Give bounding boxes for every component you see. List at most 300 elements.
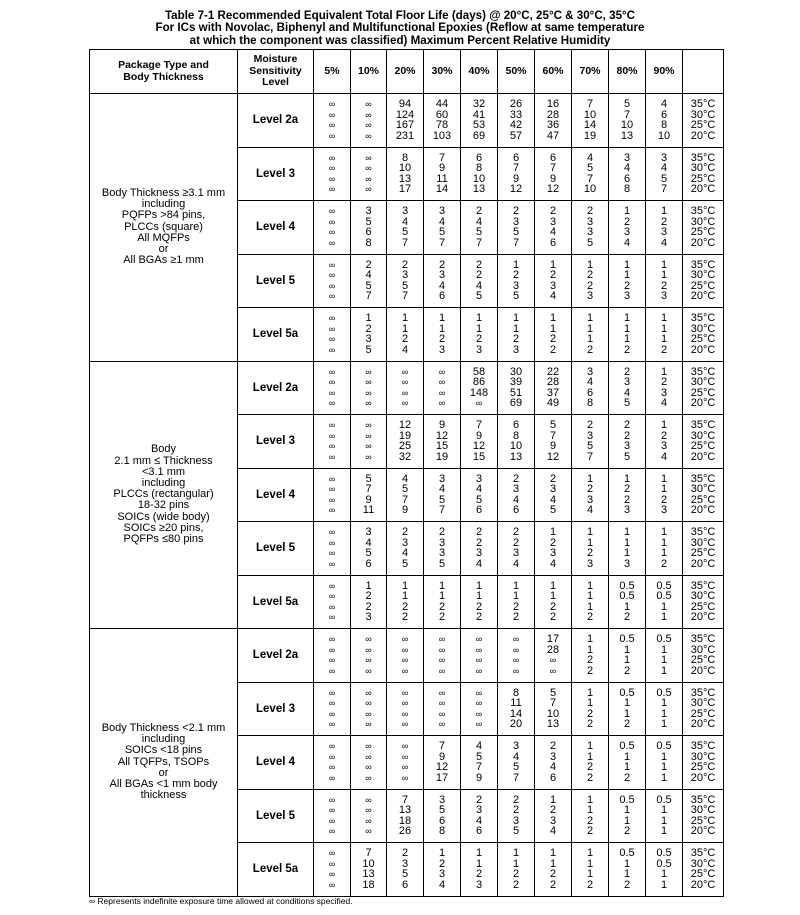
temperature-value: 35°C (690, 847, 716, 860)
floor-life-value: 7 (438, 740, 446, 753)
floor-life-value: 7 (365, 290, 372, 303)
floor-life-value: ∞ (438, 687, 446, 698)
floor-life-cell (609, 361, 646, 415)
floor-life-value: 1 (586, 857, 594, 870)
floor-life-value: 2 (401, 611, 409, 624)
floor-life-value: 9 (401, 504, 409, 517)
floor-life-value: 2 (623, 825, 631, 838)
floor-life-value: 1 (623, 312, 631, 325)
floor-life-value: 0.5 (656, 857, 672, 870)
package-line: 18-32 pins (137, 499, 190, 512)
floor-life-value: 4 (475, 557, 483, 570)
floor-life-value: 3 (549, 279, 557, 292)
floor-life-cell (461, 308, 498, 362)
floor-life-value: 3 (660, 290, 668, 303)
floor-life-cell (387, 308, 424, 362)
floor-life-value: 3 (623, 226, 631, 239)
floor-life-value: 2 (512, 868, 520, 881)
floor-life-value: 1 (586, 750, 594, 763)
floor-life-value: 5 (438, 226, 446, 239)
floor-life-cell (609, 94, 646, 148)
floor-life-value: 1 (660, 526, 668, 539)
floor-life-value: 7 (512, 162, 520, 175)
floor-life-value: 2 (475, 793, 483, 806)
floor-life-value: ∞ (328, 366, 336, 377)
rh-header: 50% (498, 50, 535, 94)
moisture-level: Level 2a (238, 94, 314, 148)
floor-life-value: 1 (475, 857, 483, 870)
floor-life-value: ∞ (328, 206, 336, 217)
floor-life-value: ∞ (328, 548, 336, 559)
floor-life-cell (535, 147, 572, 201)
temperature-value: 20°C (690, 664, 716, 677)
floor-life-value: ∞ (438, 655, 446, 666)
floor-life-value: 15 (472, 450, 486, 463)
floor-life-value: 1 (623, 600, 631, 613)
temperature-value: 35°C (690, 526, 716, 539)
floor-life-value: ∞ (365, 655, 372, 666)
floor-life-value: 14 (435, 183, 449, 196)
header-row (90, 50, 724, 94)
floor-life-value: ∞ (401, 377, 409, 388)
temperature-value: 25°C (690, 868, 716, 881)
floor-life-value: 5 (438, 804, 446, 817)
package-description (90, 361, 238, 629)
floor-life-value: ∞ (365, 805, 372, 816)
floor-life-value: 2 (512, 878, 520, 891)
floor-life-value: 1 (623, 857, 631, 870)
package-type-header (90, 50, 238, 94)
floor-life-value: 4 (438, 483, 446, 496)
floor-life-cell (498, 415, 535, 469)
floor-life-cell (646, 308, 683, 362)
floor-life-value: 2 (438, 258, 446, 271)
temperature-value: 20°C (690, 611, 716, 624)
floor-life-value: 0.5 (656, 579, 672, 592)
floor-life-cell (646, 736, 683, 790)
floor-life-value: 2 (586, 707, 594, 720)
floor-life-value: 22 (546, 365, 560, 378)
floor-life-value: 1 (660, 322, 668, 335)
floor-life-value: 5 (475, 290, 483, 303)
floor-life-value: 2 (512, 205, 520, 218)
floor-life-value: 3 (475, 878, 483, 891)
floor-life-value: 26 (509, 98, 523, 111)
package-description (90, 94, 238, 362)
floor-life-value: 5 (586, 440, 594, 453)
floor-life-cell (646, 94, 683, 148)
floor-life-value: 2 (586, 483, 594, 496)
floor-life-value: ∞ (328, 334, 336, 345)
floor-life-value: 32 (398, 450, 412, 463)
floor-life-cell (609, 682, 646, 736)
floor-life-value: 10 (546, 707, 560, 720)
floor-life-value: ∞ (328, 280, 336, 291)
floor-life-value: ∞ (328, 612, 336, 623)
floor-life-value: ∞ (365, 184, 372, 195)
floor-life-value: ∞ (365, 130, 372, 141)
floor-life-value: 28 (546, 643, 560, 656)
floor-life-value: 2 (623, 664, 631, 677)
floor-life-value: ∞ (438, 708, 446, 719)
floor-life-value: ∞ (328, 494, 336, 505)
floor-life-cell (351, 415, 387, 469)
floor-life-value: 4 (586, 151, 594, 164)
temperature-value: 20°C (690, 183, 716, 196)
floor-life-value: ∞ (365, 441, 372, 452)
temperature-value: 30°C (690, 750, 716, 763)
temperature-value: 20°C (690, 771, 716, 784)
floor-life-cell (572, 254, 609, 308)
floor-life-value: 3 (438, 269, 446, 282)
floor-life-value: ∞ (401, 698, 409, 709)
temperature-value: 35°C (690, 740, 716, 753)
moisture-level: Level 3 (238, 415, 314, 469)
floor-life-cell (535, 843, 572, 897)
temperature-value: 25°C (690, 226, 716, 239)
floor-life-value: 8 (438, 825, 446, 838)
floor-life-value: 12 (546, 450, 560, 463)
temperature-cell (683, 468, 724, 522)
floor-life-value: 1 (623, 750, 631, 763)
floor-life-value: 1 (586, 793, 594, 806)
floor-life-cell (609, 629, 646, 683)
floor-life-value: 25 (398, 440, 412, 453)
floor-life-value: ∞ (328, 858, 336, 869)
floor-life-cell (424, 201, 461, 255)
floor-life-value: 33 (509, 108, 523, 121)
floor-life-value: 0.5 (656, 590, 672, 603)
floor-life-value: 2 (401, 333, 409, 346)
floor-life-value: 4 (623, 386, 631, 399)
floor-life-value: 36 (546, 119, 560, 132)
floor-life-value: 5 (365, 215, 372, 228)
temperature-value: 30°C (690, 697, 716, 710)
floor-life-value: 4 (475, 483, 483, 496)
floor-life-value: 1 (660, 333, 668, 346)
temperature-value: 30°C (690, 322, 716, 335)
floor-life-value: 5 (475, 226, 483, 239)
package-description (90, 629, 238, 897)
floor-life-value: 3 (438, 547, 446, 560)
floor-life-cell (424, 254, 461, 308)
floor-life-cell (424, 789, 461, 843)
floor-life-cell (572, 468, 609, 522)
floor-life-value: ∞ (401, 741, 409, 752)
floor-life-value: 9 (438, 162, 446, 175)
floor-life-value: 7 (401, 793, 409, 806)
floor-life-value: ∞ (512, 634, 520, 645)
floor-life-value: ∞ (401, 665, 409, 676)
floor-life-value: 3 (586, 215, 594, 228)
floor-life-cell (314, 522, 351, 576)
floor-life-value: 8 (475, 162, 483, 175)
floor-life-cell (609, 201, 646, 255)
floor-life-value: 14 (583, 119, 597, 132)
floor-life-value: 7 (623, 108, 631, 121)
msl-header (238, 50, 314, 94)
floor-life-value: 8 (401, 151, 409, 164)
floor-life-value: 17 (398, 183, 412, 196)
floor-life-cell (351, 308, 387, 362)
floor-life-value: 13 (620, 129, 634, 142)
floor-life-value: 19 (583, 129, 597, 142)
floor-life-value: ∞ (365, 708, 372, 719)
floor-life-cell (572, 843, 609, 897)
floor-life-value: 17 (546, 633, 560, 646)
floor-life-value: 4 (475, 279, 483, 292)
floor-life-value: 5 (512, 825, 520, 838)
floor-life-value: 4 (475, 740, 483, 753)
temperature-cell (683, 789, 724, 843)
floor-life-value: 3 (438, 205, 446, 218)
floor-life-cell (498, 308, 535, 362)
floor-life-value: ∞ (512, 644, 520, 655)
floor-life-value: 86 (472, 376, 486, 389)
floor-life-value: 3 (586, 226, 594, 239)
floor-life-cell (535, 415, 572, 469)
floor-life-value: 1 (365, 579, 372, 592)
floor-life-value: 6 (623, 172, 631, 185)
floor-life-value: 7 (586, 98, 594, 111)
temperature-cell (683, 94, 724, 148)
floor-life-value: 7 (512, 771, 520, 784)
floor-life-value: ∞ (401, 644, 409, 655)
floor-life-value: 3 (623, 504, 631, 517)
moisture-level: Level 4 (238, 736, 314, 790)
floor-life-value: 1 (401, 322, 409, 335)
floor-life-cell (314, 201, 351, 255)
floor-life-value: 3 (365, 205, 372, 218)
floor-life-value: 3 (475, 472, 483, 485)
package-line: PLCCs (square) (124, 220, 203, 233)
floor-life-value: 7 (401, 236, 409, 249)
floor-life-value: 1 (660, 878, 668, 891)
floor-life-value: 3 (586, 493, 594, 506)
floor-life-cell (572, 147, 609, 201)
floor-life-value: 9 (438, 750, 446, 763)
floor-life-value: 8 (660, 119, 668, 132)
floor-life-value: 5 (475, 750, 483, 763)
package-line: All BGAs ≥1 mm (123, 254, 204, 267)
temperature-header (683, 50, 724, 94)
floor-life-cell (646, 522, 683, 576)
floor-life-value: 3 (586, 557, 594, 570)
floor-life-value: 1 (660, 664, 668, 677)
floor-life-value: 2 (586, 878, 594, 891)
moisture-level: Level 5a (238, 843, 314, 897)
floor-life-value: 3 (438, 343, 446, 356)
temperature-value: 35°C (690, 579, 716, 592)
floor-life-cell (424, 575, 461, 629)
package-line: or (158, 766, 169, 779)
floor-life-value: 2 (586, 718, 594, 731)
floor-life-value: 3 (475, 343, 483, 356)
temperature-value: 20°C (690, 718, 716, 731)
floor-life-value: 1 (512, 579, 520, 592)
temperature-value: 25°C (690, 493, 716, 506)
temperature-value: 35°C (690, 312, 716, 325)
floor-life-cell (461, 415, 498, 469)
floor-life-value: ∞ (365, 398, 372, 409)
floor-life-cell (498, 682, 535, 736)
floor-life-cell (498, 94, 535, 148)
floor-life-cell (314, 147, 351, 201)
floor-life-cell (535, 736, 572, 790)
floor-life-value: 10 (362, 857, 375, 870)
floor-life-value: 2 (586, 814, 594, 827)
floor-life-value: 3 (512, 814, 520, 827)
floor-life-value: 2 (475, 536, 483, 549)
floor-life-value: ∞ (512, 655, 520, 666)
floor-life-value: ∞ (365, 152, 372, 163)
temperature-value: 20°C (690, 557, 716, 570)
temperature-cell (683, 147, 724, 201)
floor-life-value: 124 (395, 108, 415, 121)
floor-life-value: 1 (660, 600, 668, 613)
floor-life-value: 4 (401, 215, 409, 228)
floor-life-value: 69 (472, 129, 486, 142)
floor-life-cell (314, 789, 351, 843)
floor-life-value: ∞ (328, 741, 336, 752)
temperature-cell (683, 522, 724, 576)
floor-life-cell (424, 682, 461, 736)
floor-life-value: 2 (623, 611, 631, 624)
floor-life-value: ∞ (438, 377, 446, 388)
header-line: Level (262, 76, 289, 89)
temperature-value: 25°C (690, 172, 716, 185)
floor-life-value: 10 (472, 172, 486, 185)
floor-life-value: ∞ (365, 120, 372, 131)
floor-life-cell (535, 254, 572, 308)
floor-life-value: 9 (365, 493, 372, 506)
floor-life-cell (461, 682, 498, 736)
floor-life-value: 1 (660, 643, 668, 656)
floor-life-value: 1 (586, 322, 594, 335)
floor-life-value: 12 (472, 440, 486, 453)
floor-life-value: 60 (435, 108, 449, 121)
floor-life-value: 6 (549, 771, 557, 784)
floor-life-value: 5 (623, 450, 631, 463)
floor-life-value: 3 (586, 429, 594, 442)
floor-life-value: 1 (586, 686, 594, 699)
floor-life-value: 1 (512, 857, 520, 870)
floor-life-value: 3 (549, 814, 557, 827)
moisture-level: Level 5 (238, 522, 314, 576)
floor-life-value: 2 (438, 526, 446, 539)
floor-life-value: 1 (438, 590, 446, 603)
floor-life-value: 4 (549, 493, 557, 506)
floor-life-value: 2 (586, 269, 594, 282)
floor-life-value: 2 (549, 740, 557, 753)
floor-life-value: 1 (660, 536, 668, 549)
temperature-value: 30°C (690, 857, 716, 870)
floor-life-cell (461, 843, 498, 897)
package-line: Body Thickness ≥3.1 mm (101, 187, 226, 200)
floor-life-cell (461, 629, 498, 683)
floor-life-value: 44 (435, 98, 449, 111)
floor-life-value: 9 (512, 172, 520, 185)
floor-life-value: 3 (401, 205, 409, 218)
floor-life-value: 12 (398, 419, 412, 432)
floor-life-value: 17 (435, 771, 449, 784)
floor-life-value: 3 (438, 536, 446, 549)
floor-life-value: 7 (401, 290, 409, 303)
temperature-value: 25°C (690, 440, 716, 453)
floor-life-value: 231 (395, 129, 415, 142)
floor-life-value: 1 (623, 868, 631, 881)
floor-life-cell (535, 201, 572, 255)
floor-life-value: ∞ (328, 869, 336, 880)
floor-life-cell (314, 254, 351, 308)
floor-life-value: ∞ (328, 227, 336, 238)
floor-life-value: 2 (549, 600, 557, 613)
floor-life-value: ∞ (475, 634, 483, 645)
floor-life-value: 3 (586, 365, 594, 378)
floor-life-cell (572, 361, 609, 415)
floor-life-value: 2 (549, 878, 557, 891)
floor-life-value: 1 (512, 258, 520, 271)
floor-life-value: 2 (660, 215, 668, 228)
floor-life-value: 7 (438, 236, 446, 249)
floor-life-value: 0.5 (619, 686, 635, 699)
floor-life-value: 1 (623, 333, 631, 346)
floor-life-cell (314, 94, 351, 148)
temperature-value: 20°C (690, 825, 716, 838)
floor-life-value: 7 (475, 761, 483, 774)
floor-life-value: ∞ (328, 591, 336, 602)
floor-life-value: 78 (435, 119, 449, 132)
floor-life-value: 15 (435, 440, 449, 453)
floor-life-value: 2 (586, 419, 594, 432)
floor-life-cell (461, 147, 498, 201)
floor-life-value: ∞ (438, 698, 446, 709)
floor-life-cell (572, 575, 609, 629)
floor-life-value: 2 (512, 333, 520, 346)
floor-life-value: 7 (549, 429, 557, 442)
floor-life-value: 1 (623, 761, 631, 774)
floor-life-value: ∞ (438, 665, 446, 676)
floor-life-value: ∞ (512, 665, 520, 676)
floor-life-value: ∞ (328, 451, 336, 462)
rh-header: 90% (646, 50, 683, 94)
floor-life-cell (498, 254, 535, 308)
temperature-value: 25°C (690, 600, 716, 613)
floor-life-value: ∞ (328, 184, 336, 195)
floor-life-cell (351, 736, 387, 790)
floor-life-value: ∞ (328, 473, 336, 484)
rh-header: 5% (314, 50, 351, 94)
floor-life-value: ∞ (365, 794, 372, 805)
floor-life-cell (646, 361, 683, 415)
floor-life-value: ∞ (328, 259, 336, 270)
floor-life-value: 4 (401, 472, 409, 485)
floor-life-value: 2 (549, 205, 557, 218)
temperature-value: 20°C (690, 397, 716, 410)
floor-life-value: ∞ (365, 430, 372, 441)
floor-life-value: 6 (365, 557, 372, 570)
moisture-level: Level 4 (238, 201, 314, 255)
floor-life-value: 1 (549, 312, 557, 325)
floor-life-value: 26 (398, 825, 412, 838)
floor-life-cell (387, 629, 424, 683)
floor-life-value: 6 (475, 504, 483, 517)
table-body (90, 94, 724, 897)
temperature-value: 25°C (690, 386, 716, 399)
floor-life-value: 4 (438, 215, 446, 228)
floor-life-value: 1 (660, 312, 668, 325)
floor-life-value: 4 (660, 236, 668, 249)
